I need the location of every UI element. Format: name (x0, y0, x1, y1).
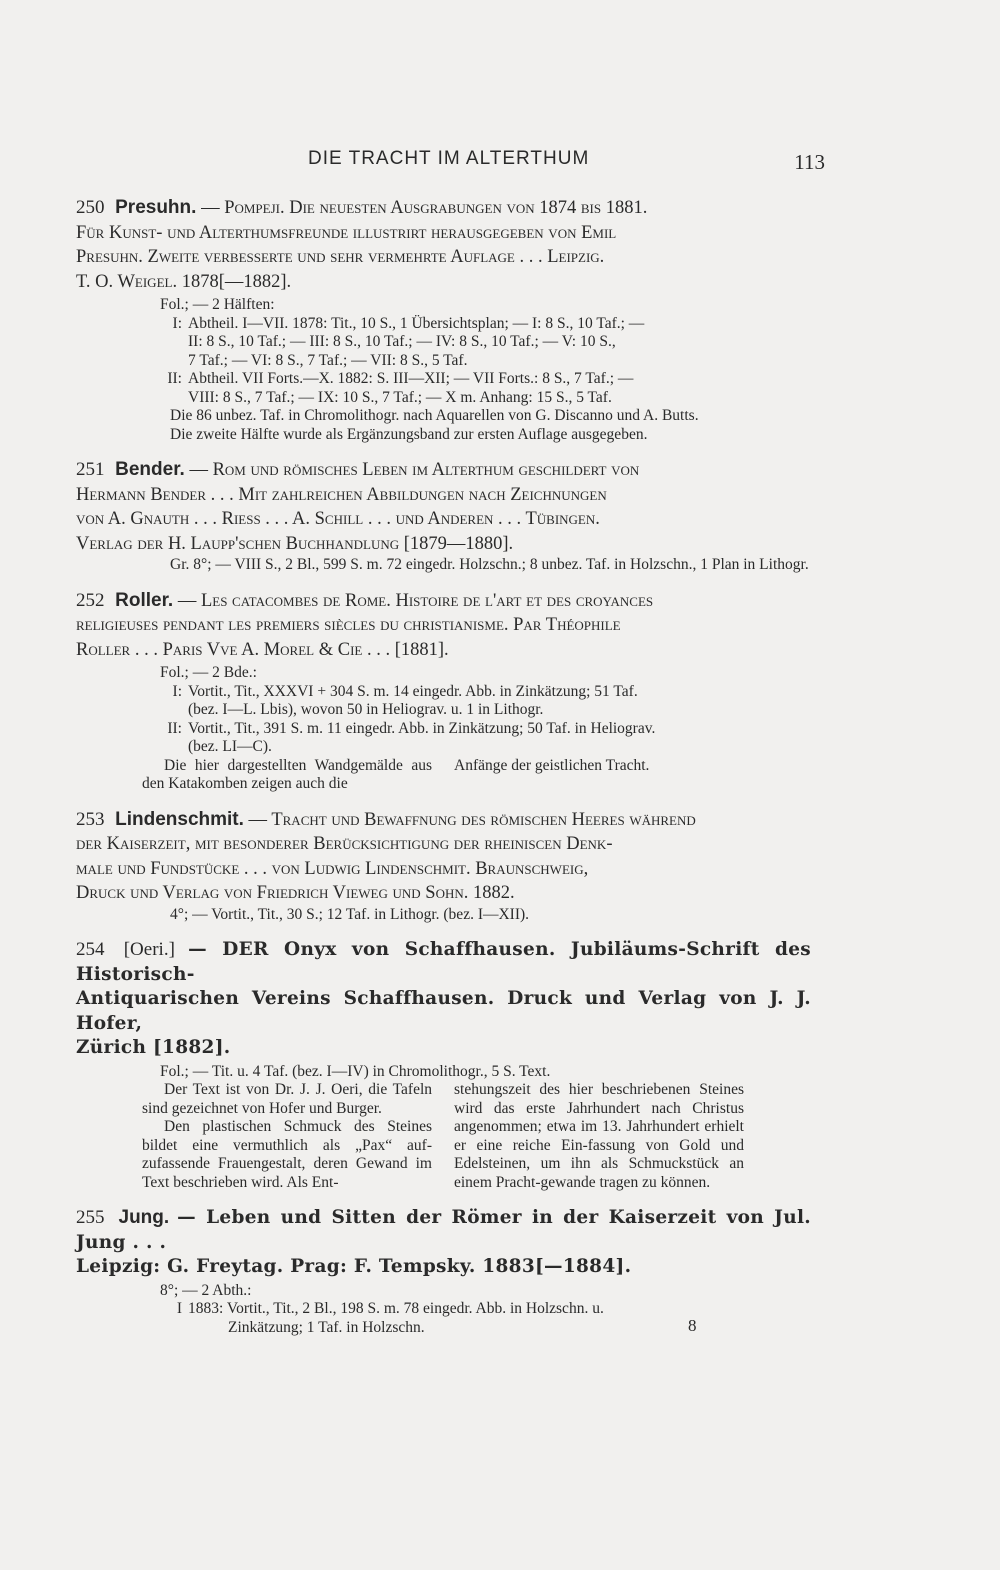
entry-252 (76, 589, 811, 794)
format-line: 8°; — 2 Abth.: (160, 1281, 252, 1299)
entry-details (160, 296, 811, 407)
entry-notes (142, 556, 811, 575)
part-line: Zinkätzung; 1 Taf. in Holzschn. (228, 1318, 425, 1336)
title-line: T. O. Weigel. 1878[—1882]. (76, 271, 292, 292)
note: Der Text ist von Dr. J. J. Oeri, die Tafeln sind gezeichnet von Hofer und Burger. (142, 1081, 432, 1117)
entry-details (160, 1282, 811, 1338)
entry-details (160, 1063, 811, 1082)
note: 4°; — Vortit., Tit., 30 S.; 12 Taf. in Lithogr. (bez. I—XII). (170, 905, 530, 923)
two-column-note (142, 757, 811, 794)
part-line: 7 Taf.; — VI: 8 S., 7 Taf.; — VII: 8 S., 5 Taf. (188, 351, 468, 369)
title-line: — Tracht und Bewaffnung des römischen Heeres während (248, 809, 696, 830)
title-line: Leipzig: G. Freytag. Prag: F. Tempsky. 1883[—1884]. (76, 1256, 632, 1277)
note: stehungszeit des hier beschriebenen Steines wird das erste Jahrhundert nach Christus angenommen; etwa im 13. Jahrhundert erhielt er eine reiche Ein-fassung von Gold und Edelsteinen, um ihn als Schmuckstück an einem Pracht-gewande tragen zu können. (454, 1081, 744, 1191)
entry-title (76, 938, 811, 1061)
part-line: II: 8 S., 10 Taf.; — III: 8 S., 10 Taf.; — IV: 8 S., 10 Taf.; — V: 10 S., (188, 333, 616, 350)
title-line: von A. Gnauth . . . Riess . . . A. Schill . . . und Anderen . . . Tübingen. (76, 509, 600, 529)
note: Anfänge der geistlichen Tracht. (454, 756, 650, 774)
note: Gr. 8°; — VIII S., 2 Bl., 599 S. m. 72 eingedr. Holzschn.; 8 unbez. Taf. in Holzschn., 1 Plan in Lithogr. (170, 556, 809, 573)
part-text (188, 1300, 811, 1337)
entry-notes (142, 906, 811, 925)
part-row (160, 683, 811, 720)
note: Die zweite Hälfte wurde als Ergänzungsband zur ersten Auflage ausgegeben. (170, 425, 648, 443)
title-line: Verlag der H. Laupp'schen Buchhandlung [1879—1880]. (76, 533, 514, 554)
note-column-right (454, 1081, 744, 1192)
entry-author: [Oeri.] (123, 939, 175, 960)
title-line: Roller . . . Paris Vve A. Morel & Cie . . . [1881]. (76, 639, 449, 660)
part-line: Abtheil. VII Forts.—X. 1882: S. III—XII; — VII Forts.: 8 S., 7 Taf.; — (188, 370, 634, 387)
entry-author: Bender. (115, 459, 185, 480)
format-line: Fol.; — Tit. u. 4 Taf. (bez. I—IV) in Chromolithogr., 5 S. Text. (160, 1062, 551, 1080)
signature-mark: 8 (688, 1316, 697, 1335)
part-number: I (176, 1300, 182, 1317)
part-line: Vortit., Tit., XXXVI + 304 S. m. 14 eingedr. Abb. in Zinkätzung; 51 Taf. (188, 682, 638, 700)
part-text (188, 683, 811, 720)
entry-number: 254 (76, 939, 105, 960)
page-header (118, 148, 825, 178)
note-column-left (142, 1081, 432, 1192)
note: Die 86 unbez. Taf. in Chromolithogr. nach Aquarellen von G. Discanno und A. Butts. (170, 407, 699, 424)
part-text (188, 720, 811, 757)
title-line: Hermann Bender . . . Mit zahlreichen Abbildungen nach Zeichnungen (76, 484, 607, 505)
entry-number: 251 (76, 459, 105, 480)
entry-title (76, 808, 811, 906)
title-line: — Les catacombes de Rome. Histoire de l'art et des croyances (177, 590, 654, 611)
part-row (160, 1300, 811, 1337)
part-row (160, 370, 811, 407)
entry-251 (76, 458, 811, 575)
part-line: VIII: 8 S., 7 Taf.; — IX: 10 S., 7 Taf.; — X m. Anhang: 15 S., 5 Taf. (188, 388, 612, 406)
entry-notes (142, 407, 811, 444)
title-line: religieuses pendant les premiers siècles du christianisme. Par Théophile (76, 615, 621, 635)
title-line: der Kaiserzeit, mit besonderer Berücksichtigung der rheiniscen Denk- (76, 834, 613, 854)
entry-author: Presuhn. (115, 197, 197, 218)
title-line: male und Fundstücke . . . von Ludwig Lindenschmit. Braunschweig, (76, 858, 589, 879)
part-row (160, 720, 811, 757)
entry-number: 252 (76, 589, 105, 611)
title-line: Druck und Verlag von Friedrich Vieweg und Sohn. 1882. (76, 883, 515, 903)
part-line: 1883: Vortit., Tit., 2 Bl., 198 S. m. 78 eingedr. Abb. in Holzschn. u. (188, 1300, 604, 1317)
part-text (188, 315, 811, 371)
entry-number: 255 (76, 1207, 105, 1228)
part-number: I: (172, 682, 182, 700)
entry-number: 250 (76, 197, 105, 218)
entry-255 (76, 1206, 811, 1337)
part-line: (bez. I—L. Lbis), wovon 50 in Heliograv. u. 1 in Lithogr. (188, 701, 544, 718)
title-line: — Rom und römisches Leben im Alterthum geschildert von (189, 460, 640, 480)
note: Den plastischen Schmuck des Steines bildet eine vermuthlich als „Pax“ auf-zufassende Frauengestalt, deren Gewand im Text beschrieben wird. Als Ent- (142, 1118, 432, 1191)
entry-title (76, 589, 811, 663)
entry-author: Roller. (115, 589, 174, 611)
entry-253 (76, 808, 811, 925)
page-number: 113 (794, 150, 825, 174)
part-line: Abtheil. I—VII. 1878: Tit., 10 S., 1 Übersichtsplan; — I: 8 S., 10 Taf.; — (188, 314, 645, 332)
part-number: II: (167, 719, 182, 737)
entry-title (76, 458, 811, 556)
title-line: Zürich [1882]. (76, 1037, 231, 1058)
two-column-note (142, 1081, 811, 1192)
part-row (160, 315, 811, 371)
title-line: — DER Onyx von Schaffhausen. Jubiläums-Schrift des Historisch- (76, 939, 812, 985)
title-line: — Leben und Sitten der Römer in der Kaiserzeit von Jul. Jung . . . (76, 1207, 812, 1253)
entry-number: 253 (76, 808, 105, 830)
format-line: Fol.; — 2 Bde.: (160, 664, 257, 681)
title-line: Für Kunst- und Alterthumsfreunde illustrirt herausgegeben von Emil (76, 222, 617, 243)
entry-author: Lindenschmit. (115, 808, 244, 830)
entry-250 (76, 196, 811, 444)
title-line: Antiquarischen Vereins Schaffhausen. Druck und Verlag von J. J. Hofer, (76, 988, 811, 1034)
title-line: — Pompeji. Die neuesten Ausgrabungen von 1874 bis 1881. (201, 198, 648, 218)
note: Die hier dargestellten Wandgemälde aus den Katakomben zeigen auch die (142, 756, 432, 792)
entry-title (76, 1206, 811, 1280)
bibliography-entries (76, 196, 811, 1351)
running-title: DIE TRACHT IM ALTERTHUM (308, 148, 590, 169)
entry-details (160, 664, 811, 757)
part-number: II: (167, 370, 182, 387)
part-text (188, 370, 811, 407)
part-line: (bez. LI—C). (188, 738, 272, 755)
title-line: Presuhn. Zweite verbesserte und sehr vermehrte Auflage . . . Leipzig. (76, 247, 605, 267)
note-column-left (142, 757, 432, 794)
entry-title (76, 196, 811, 294)
format-line: Fol.; — 2 Hälften: (160, 296, 275, 313)
part-line: Vortit., Tit., 391 S. m. 11 eingedr. Abb. in Zinkätzung; 50 Taf. in Heliograv. (188, 719, 656, 737)
part-number: I: (172, 314, 182, 332)
note-column-right (454, 757, 744, 794)
entry-254 (76, 938, 811, 1192)
entry-author: Jung. (118, 1207, 170, 1228)
